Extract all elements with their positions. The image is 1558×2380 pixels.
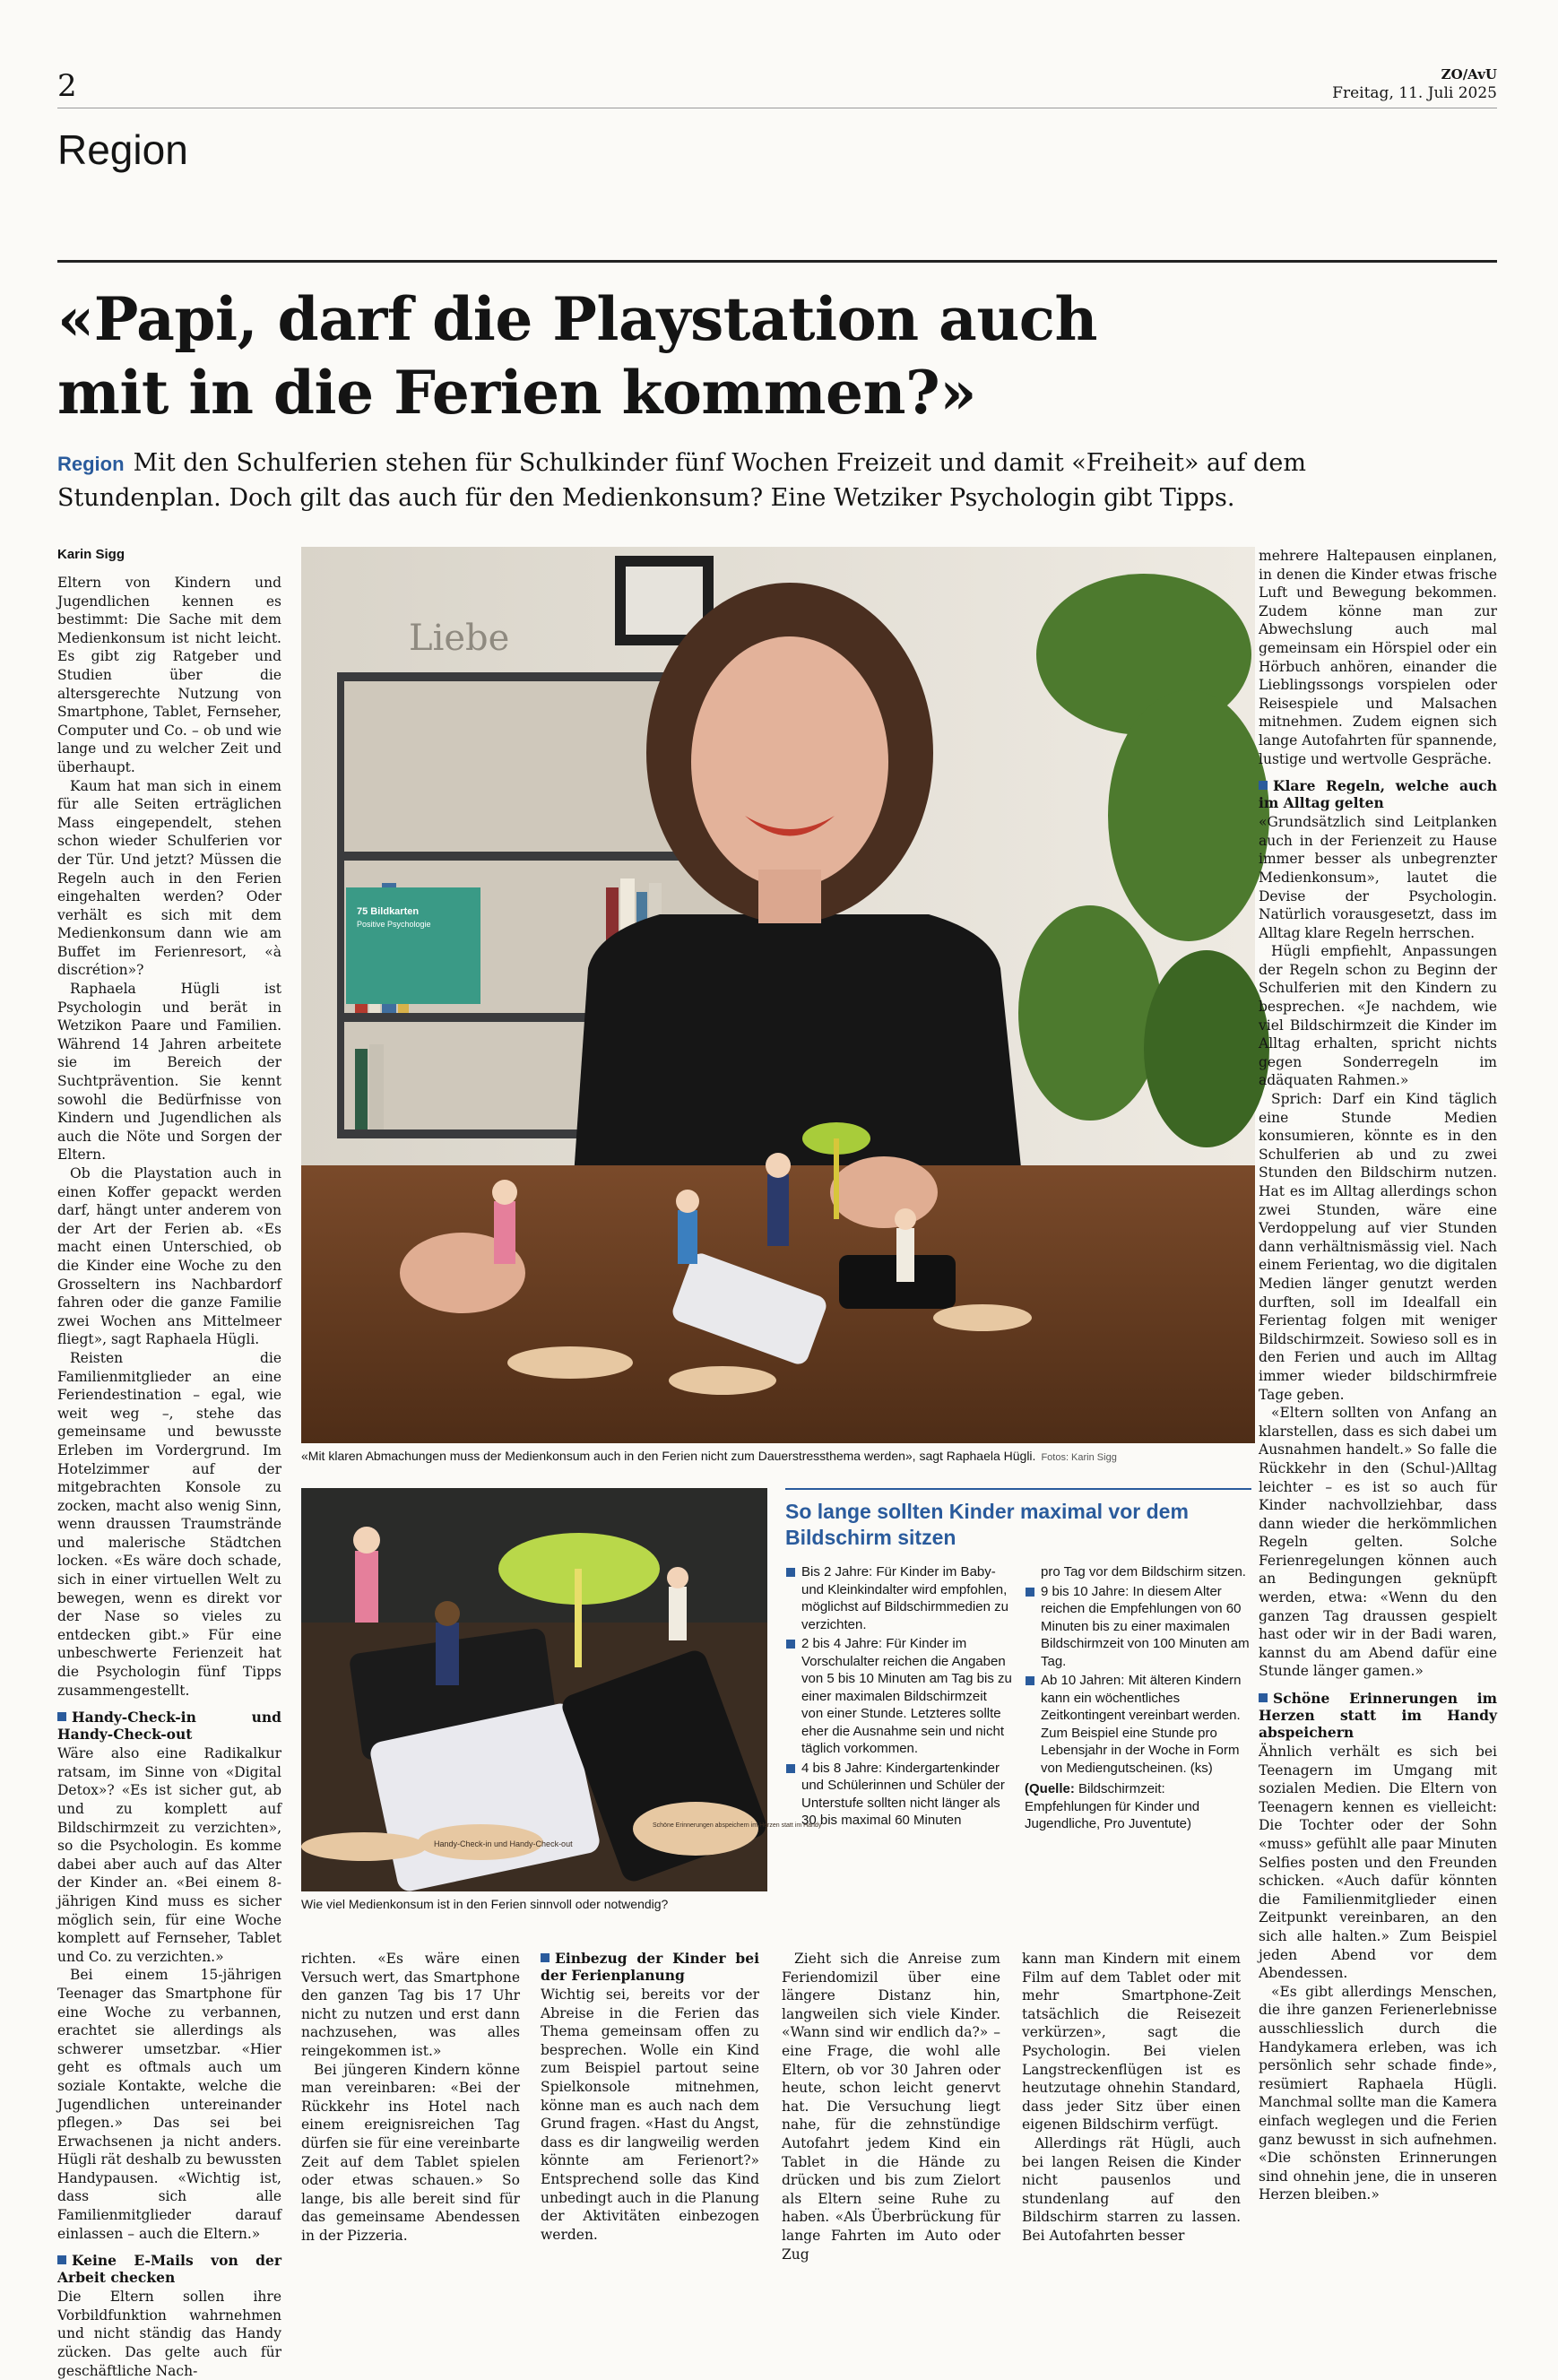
issue-date: Freitag, 11. Juli 2025 [1332, 84, 1497, 102]
paragraph: «Grundsätzlich sind Leitplanken auch in der Ferienzeit zu Hause immer besser als unbegrenzter Medienkonsum», lautet die Devise der Psychologin. Natürlich vorausgesetzt, dass im Alltag klare Regeln herrschen. [1259, 814, 1497, 941]
paper-name: ZO/AvU [1441, 66, 1497, 82]
square-bullet-icon [541, 1953, 550, 1962]
info-box [785, 1488, 1251, 1833]
list-item: Bis 2 Jahre: Für Kinder im Baby- und Kleinkindalter wird empfohlen, möglichst auf Bildschirmmedien zu verzichten. [785, 1563, 1012, 1633]
info-box-rule [785, 1488, 1251, 1490]
paragraph: Raphaela Hügli ist Psychologin und berät in Wetzikon Paare und Familien. Während 14 Jahren arbeitete sie im Bereich der Suchtprävention. Sie kennt sowohl die Bedürfnisse von Kindern und Jugendlichen als auch die Nöte und Sorgen der Eltern. [57, 981, 281, 1164]
paragraph: Zieht sich die Anreise zum Feriendomizil über eine längere Distanz hin, langweilen sich viele Kinder. «Wann sind wir endlich da?» – eine Frage, die wohl alle Eltern, ob vor 30 Jahren oder heute, schon leicht genervt hat. Die Versuchung liegt nahe, für die zehnstündige Autofahrt jedem Kind ein Tablet in die Hände zu drücken und bis zum Zielort als Eltern seine Ruhe zu haben. «Als Überbrückung für lange Fahrten im Auto oder Zug [782, 1951, 1000, 2263]
author-byline: Karin Sigg [57, 547, 126, 562]
paragraph: Sprich: Darf ein Kind täglich eine Stunde Medien konsumieren, könnte es in den Schulferien ab und zu zwei Stunden den Bildschirm nutzen. Hat es im Alltag allerdings schon zwei Stunden, wäre eine Verdoppelung auf vier Stunden dann verhältnismässig viel. Nach einem Ferientag, wo die digitalen Medien länger genutzt werden durften, soll im Idealfall ein Ferientag folgen mit weniger Bildschirmzeit. Sowieso soll es in den Ferien und auch im Alltag immer wieder bildschirmfreie Tage geben. [1259, 1091, 1497, 1403]
subheading: Handy-Check-in und Handy-Check-out [57, 1709, 281, 1744]
paragraph: richten. «Es wäre einen Versuch wert, das Smartphone den ganzen Tag bis 17 Uhr nicht zu nutzen und erst dann nachzusehen, was alles reingekommen ist.» [301, 1951, 520, 2059]
list-item: Ab 10 Jahren: Mit älteren Kindern kann ein wöchentliches Zeitkontingent vereinbart werden. Zum Beispiel eine Stunde pro Lebensjahr in der Woche in Form von Mediengutscheinen. (ks) [1025, 1672, 1251, 1777]
headline-rule [57, 260, 1497, 263]
lead-text: Mit den Schulferien stehen für Schulkinder fünf Wochen Freizeit und damit «Freiheit» auf dem Stundenplan. Doch gilt das auch für den Medienkonsum? Eine Wetziker Psychologin gibt Tipps. [57, 449, 1306, 512]
main-photo-caption: «Mit klaren Abmachungen muss der Medienkonsum auch in den Ferien nicht zum Dauerstressthema werden», sagt Raphaela Hügli. Fotos: Karin Sigg [301, 1449, 1117, 1463]
paragraph: mehrere Haltepausen einplanen, in denen die Kinder etwas frische Luft und Bewegung bekommen. Zudem könne man zur Abwechslung auch mal gemeinsam ein Hörspiel oder ein Hörbuch anhören, einander die Lieblingssongs vorspielen oder Reisespiele und Malsachen mitnehmen. Zudem eignen sich lange Autofahrten für spannende, lustige und wertvolle Gespräche. [1259, 548, 1497, 767]
lead-paragraph [57, 446, 1456, 515]
paragraph: Kaum hat man sich in einem für alle Seiten erträglichen Mass eingependelt, stehen schon wieder Schulferien vor der Tür. Und jetzt? Müssen die Regeln auch in den Ferien eingehalten werden? Oder verhält es sich mit dem Medienkonsum dann wie am Buffet im Ferienresort, «à discrétion»? [57, 777, 281, 979]
paragraph: Wäre also eine Radikalkur ratsam, im Sinne von «Digital Detox»? «Es ist sicher gut, ab und zu komplett auf Bildschirmzeit zu verzichten», so die Psychologin. Es komme dabei aber auch auf das Alter der Kinder an. «Bei einem 8-jährigen Kind muss es sicher möglich sein, für eine Woche komplett auf Fernseher, Tablet und Co. zu verzichten.» [57, 1745, 281, 1965]
card-text: Schöne Erinnerungen abspeichern im Herzen statt im Handy [653, 1822, 822, 1829]
list-item: 2 bis 4 Jahre: Für Kinder im Vorschulalter reichen die Angaben von 5 bis 10 Minuten am Tag bis zu einer maximalen Bildschirmzeit von einer Stunde. Letzteres sollte eher die Ausnahme sein und nicht täglich vorkommen. [785, 1635, 1012, 1758]
info-box-column [785, 1563, 1012, 1833]
article-column-1 [57, 574, 281, 2379]
list-item: 9 bis 10 Jahre: In diesem Alter reichen die Empfehlungen von 60 Minuten bis zu einer maximalen Bildschirmzeit von 100 Minuten am Tag. [1025, 1583, 1251, 1671]
section-title: Region [57, 126, 188, 173]
headline: «Papi, darf die Playstation auch mit in die Ferien kommen?» [57, 284, 1097, 428]
article-column-4 [782, 1950, 1000, 2281]
second-photo [301, 1488, 822, 1891]
paragraph: Die Eltern sollen ihre Vorbildfunktion wahrnehmen und nicht ständig das Handy zücken. Das gelte auch für geschäftliche Nach- [57, 2289, 281, 2379]
paragraph: Hügli empfiehlt, Anpassungen der Regeln schon zu Beginn der Schulferien mit den Kindern zu besprechen. «Je nachdem, wie viel Bildschirmzeit die Kinder im Alltag erhalten, spricht nichts gegen Sonderregeln im adäquaten Rahmen.» [1259, 943, 1497, 1089]
info-box-title: So lange sollten Kinder maximal vor dem Bildschirm sitzen [785, 1500, 1189, 1549]
card-text: Handy-Check-in und Handy-Check-out [434, 1839, 573, 1848]
main-photo [301, 547, 1255, 1443]
paragraph: Allerdings rät Hügli, auch bei langen Reisen die Kinder nicht pausenlos und stundenlang auf den Bildschirm starren zu lassen. Bei Autofahrten besser [1022, 2134, 1241, 2244]
article-column-2 [301, 1950, 520, 2281]
paragraph: Ob die Playstation auch in einen Koffer gepackt werden darf, hängt unter anderem von der Art der Ferien ab. «Es macht einen Unterschied, ob die Kinder eine Woche zu den Grosseltern ins Nachbardorf fahren oder die ganze Familie zwei Wochen ans Mittelmeer fliegt», sagt Raphaela Hügli. [57, 1165, 281, 1348]
paragraph: «Eltern sollten von Anfang an klarstellen, dass es sich dabei um Ausnahmen handelt.» So falle die Rückkehr in den (Schul-)Alltag leichter – es ist so auch für Kinder nachvollziehbar, dass dann wieder die herkömmlichen Regeln gelten. Solche Ferienregelungen können auch an Bedingungen geknüpft werden, etwa: «Wenn du den ganzen Tag draussen gespielt hast oder wir in der Badi waren, kannst du am Abend dafür eine Stunde länger gamen.» [1259, 1405, 1497, 1680]
square-bullet-icon [57, 1712, 66, 1721]
paragraph: Ähnlich verhält es sich bei Teenagern im Umgang mit sozialen Medien. Die Eltern von Teenagern kennen es vielleicht: Die Tochter oder der Sohn «muss» gefühlt alle paar Minuten Selfies posten und den Freunden schicken. «Auch dafür könnten die Familienmitglieder einen Zeitpunkt vereinbaren, an den sich alle halten.» Zum Beispiel jeden Abend vor dem Abendessen. [1259, 1744, 1497, 1982]
photo-credit: Fotos: Karin Sigg [1041, 1452, 1117, 1463]
paragraph: Bei einem 15-jährigen Teenager das Smartphone für eine Woche zu verbannen, erachtet sie allerdings als schwerer umsetzbar. «Hier geht es oftmals auch um soziale Kontakte, welche die Jugendlichen untereinander pflegen.» Das sei bei Erwachsenen ja nicht anders. Hügli rät deshalb zu bewussten Handypausen. «Wichtig ist, dass sich alle Familienmitglieder darauf einlassen – auch die Eltern.» [57, 1967, 281, 2242]
article-column-3 [541, 1950, 759, 2281]
paragraph: «Es gibt allerdings Menschen, die ihre ganzen Ferienerlebnisse ausschliesslich durch die Handykamera erleben, was ich persönlich sehr schade finde», resümiert Raphaela Hügli. Manchmal sollte man die Kamera einfach weglegen und die Ferien ganz bewusst in sich aufnehmen. «Die schönsten Erinnerungen sind ohnehin jene, die in unseren Herzen bleiben.» [1259, 1983, 1497, 2203]
lead-kicker: Region [57, 453, 125, 475]
square-bullet-icon [1259, 1693, 1268, 1702]
paragraph: Eltern von Kindern und Jugendlichen kennen es bestimmt: Die Sache mit dem Medienkonsum ist nicht leicht. Es gibt zig Ratgeber und Studien über die altersgerechte Nutzung von Smartphone, Tablet, Fernseher, Computer und Co. – ob und wie lange und zu welcher Zeit und überhaupt. [57, 575, 281, 775]
sign-text: Liebe [409, 618, 510, 659]
second-photo-caption: Wie viel Medienkonsum ist in den Ferien sinnvoll oder notwendig? [301, 1897, 669, 1911]
article-column-5 [1022, 1950, 1241, 2281]
article-column-6 [1259, 547, 1497, 2277]
list-item-continued: pro Tag vor dem Bildschirm sitzen. [1041, 1564, 1246, 1579]
info-box-column [1025, 1563, 1251, 1833]
subheading: Klare Regeln, welche auch im Alltag gelten [1259, 777, 1497, 812]
subheading: Schöne Erinnerungen im Herzen statt im Handy abspeichern [1259, 1690, 1497, 1742]
book-title-text: 75 Bildkarten [357, 906, 420, 917]
paragraph: Wichtig sei, bereits vor der Abreise in die Ferien das Thema gemeinsam offen zu besprechen. Wolle ein Kind zum Beispiel partout seine Spielkonsole mitnehmen, könne man es auch nach dem Grund fragen. «Hast du Angst, dass es dir langweilig werden könnte am Ferienort?» Entsprechend solle das Kind unbedingt auch in die Planung der Aktivitäten einbezogen werden. [541, 1986, 759, 2243]
square-bullet-icon [57, 2255, 66, 2264]
book-subtitle-text: Positive Psychologie [357, 920, 431, 929]
subheading: Einbezug der Kinder bei der Ferienplanung [541, 1950, 759, 1984]
square-bullet-icon [1259, 781, 1268, 790]
paragraph: Bei jüngeren Kindern könne man vereinbaren: «Bei der Rückkehr ins Hotel nach einem ereignisreichen Tag dürfen sie für eine vereinbarte Zeit auf dem Tablet spielen oder etwas schauen.» So lange, bis alle bereit sind für das gemeinsame Abendessen in der Pizzeria. [301, 2061, 520, 2244]
page-number: 2 [57, 68, 77, 104]
paragraph: Reisten die Familienmitglieder an eine Feriendestination – egal, wie weit weg –, stehe das gemeinsame und bewusste Erleben im Vordergrund. Im Hotelzimmer auf der mitgebrachten Konsole zu zocken, macht also wenig Sinn, wenn draussen Traumstrände und malerische Städtchen locken. «Es wäre doch schade, sich in einer virtuellen Welt zu bewegen, wenn es direkt vor der Nase so vieles zu entdecken gibt.» Für eine unbeschwerte Ferienzeit hat die Psychologin fünf Tipps zusammengestellt. [57, 1349, 281, 1699]
paragraph: kann man Kindern mit einem Film auf dem Tablet oder mit mehr Smartphone-Zeit tatsächlich die Reisezeit verkürzen», sagt die Psychologin. Bei vielen Langstreckenflügen ist es heutzutage ohnehin Standard, dass jeder Sitz über einen eigenen Bildschirm verfügt. [1022, 1951, 1241, 2133]
list-item: 4 bis 8 Jahre: Kindergartenkinder und Schülerinnen und Schüler der Unterstufe sollten nicht länger als 30 bis maximal 60 Minuten [785, 1760, 1012, 1830]
subheading: Keine E-Mails von der Arbeit checken [57, 2252, 281, 2287]
info-box-source: (Quelle: Bildschirmzeit: Empfehlungen für Kinder und Jugendliche, Pro Juventute) [1025, 1781, 1200, 1831]
